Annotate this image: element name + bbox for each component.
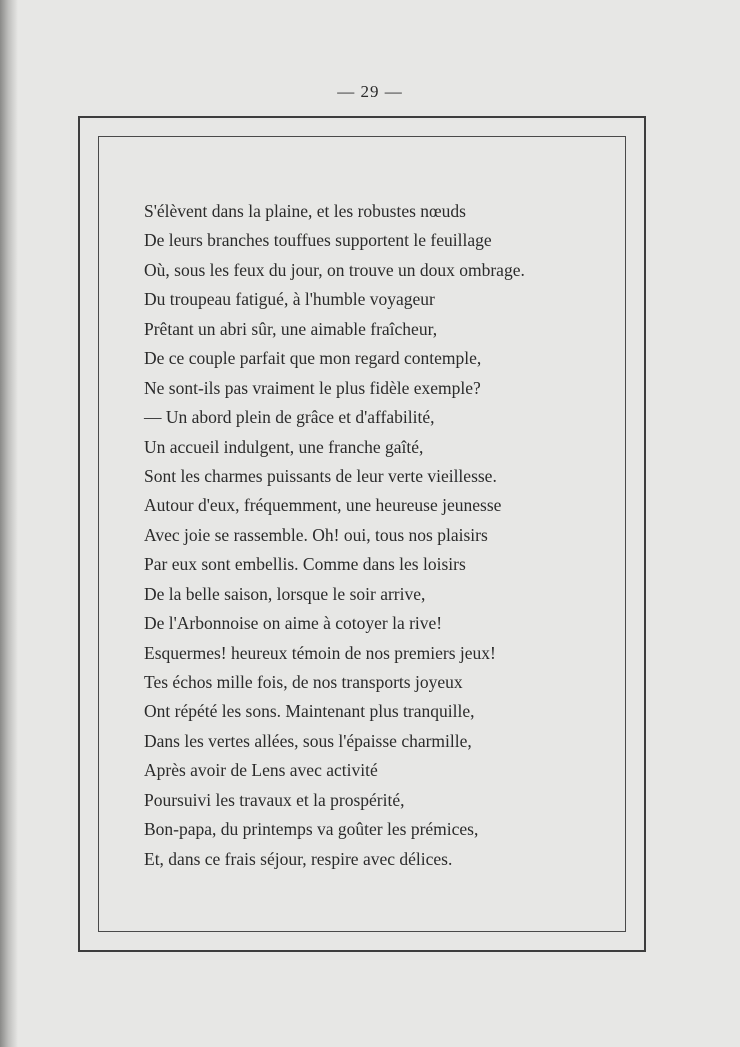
poem-line: Où, sous les feux du jour, on trouve un doux ombrage. xyxy=(144,259,525,280)
poem-line: Autour d'eux, fréquemment, une heureuse jeunesse xyxy=(144,495,502,516)
poem-line: Ont répété les sons. Maintenant plus tranquille, xyxy=(144,701,475,722)
poem-line: Sont les charmes puissants de leur verte vieillesse. xyxy=(144,465,497,486)
poem-line: Par eux sont embellis. Comme dans les loisirs xyxy=(144,554,466,575)
poem-line: De leurs branches touffues supportent le feuillage xyxy=(144,230,492,251)
poem-line: Tes échos mille fois, de nos transports joyeux xyxy=(144,672,463,692)
poem-line: Ne sont-ils pas vraiment le plus fidèle exemple? xyxy=(144,377,481,398)
poem-line: Bon-papa, du printemps va goûter les prémices, xyxy=(144,819,479,840)
page-edge-shadow xyxy=(0,0,18,1047)
poem-line: Un accueil indulgent, une franche gaîté, xyxy=(144,436,424,457)
poem-line: Et, dans ce frais séjour, respire avec délices. xyxy=(144,848,453,869)
poem-line: De l'Arbonnoise on aime à cotoyer la rive! xyxy=(144,613,443,634)
poem-line: S'élèvent dans la plaine, et les robustes nœuds xyxy=(144,201,466,221)
poem-line: Prêtant un abri sûr, une aimable fraîcheur, xyxy=(144,318,438,339)
poem-line: De la belle saison, lorsque le soir arrive, xyxy=(144,583,426,604)
poem-line: Poursuivi les travaux et la prospérité, xyxy=(144,789,405,810)
poem-line: Après avoir de Lens avec activité xyxy=(144,760,378,781)
poem-line: De ce couple parfait que mon regard contemple, xyxy=(144,348,482,369)
poem-line: Dans les vertes allées, sous l'épaisse charmille, xyxy=(144,730,472,751)
poem-line: — Un abord plein de grâce et d'affabilité, xyxy=(144,407,435,428)
poem-line: Esquermes! heureux témoin de nos premiers jeux! xyxy=(144,642,496,663)
page-number: — 29 — xyxy=(337,82,403,101)
poem-line: Du troupeau fatigué, à l'humble voyageur xyxy=(144,289,435,310)
poem-line: Avec joie se rassemble. Oh! oui, tous nos plaisirs xyxy=(144,524,488,545)
poem-text xyxy=(144,197,525,874)
